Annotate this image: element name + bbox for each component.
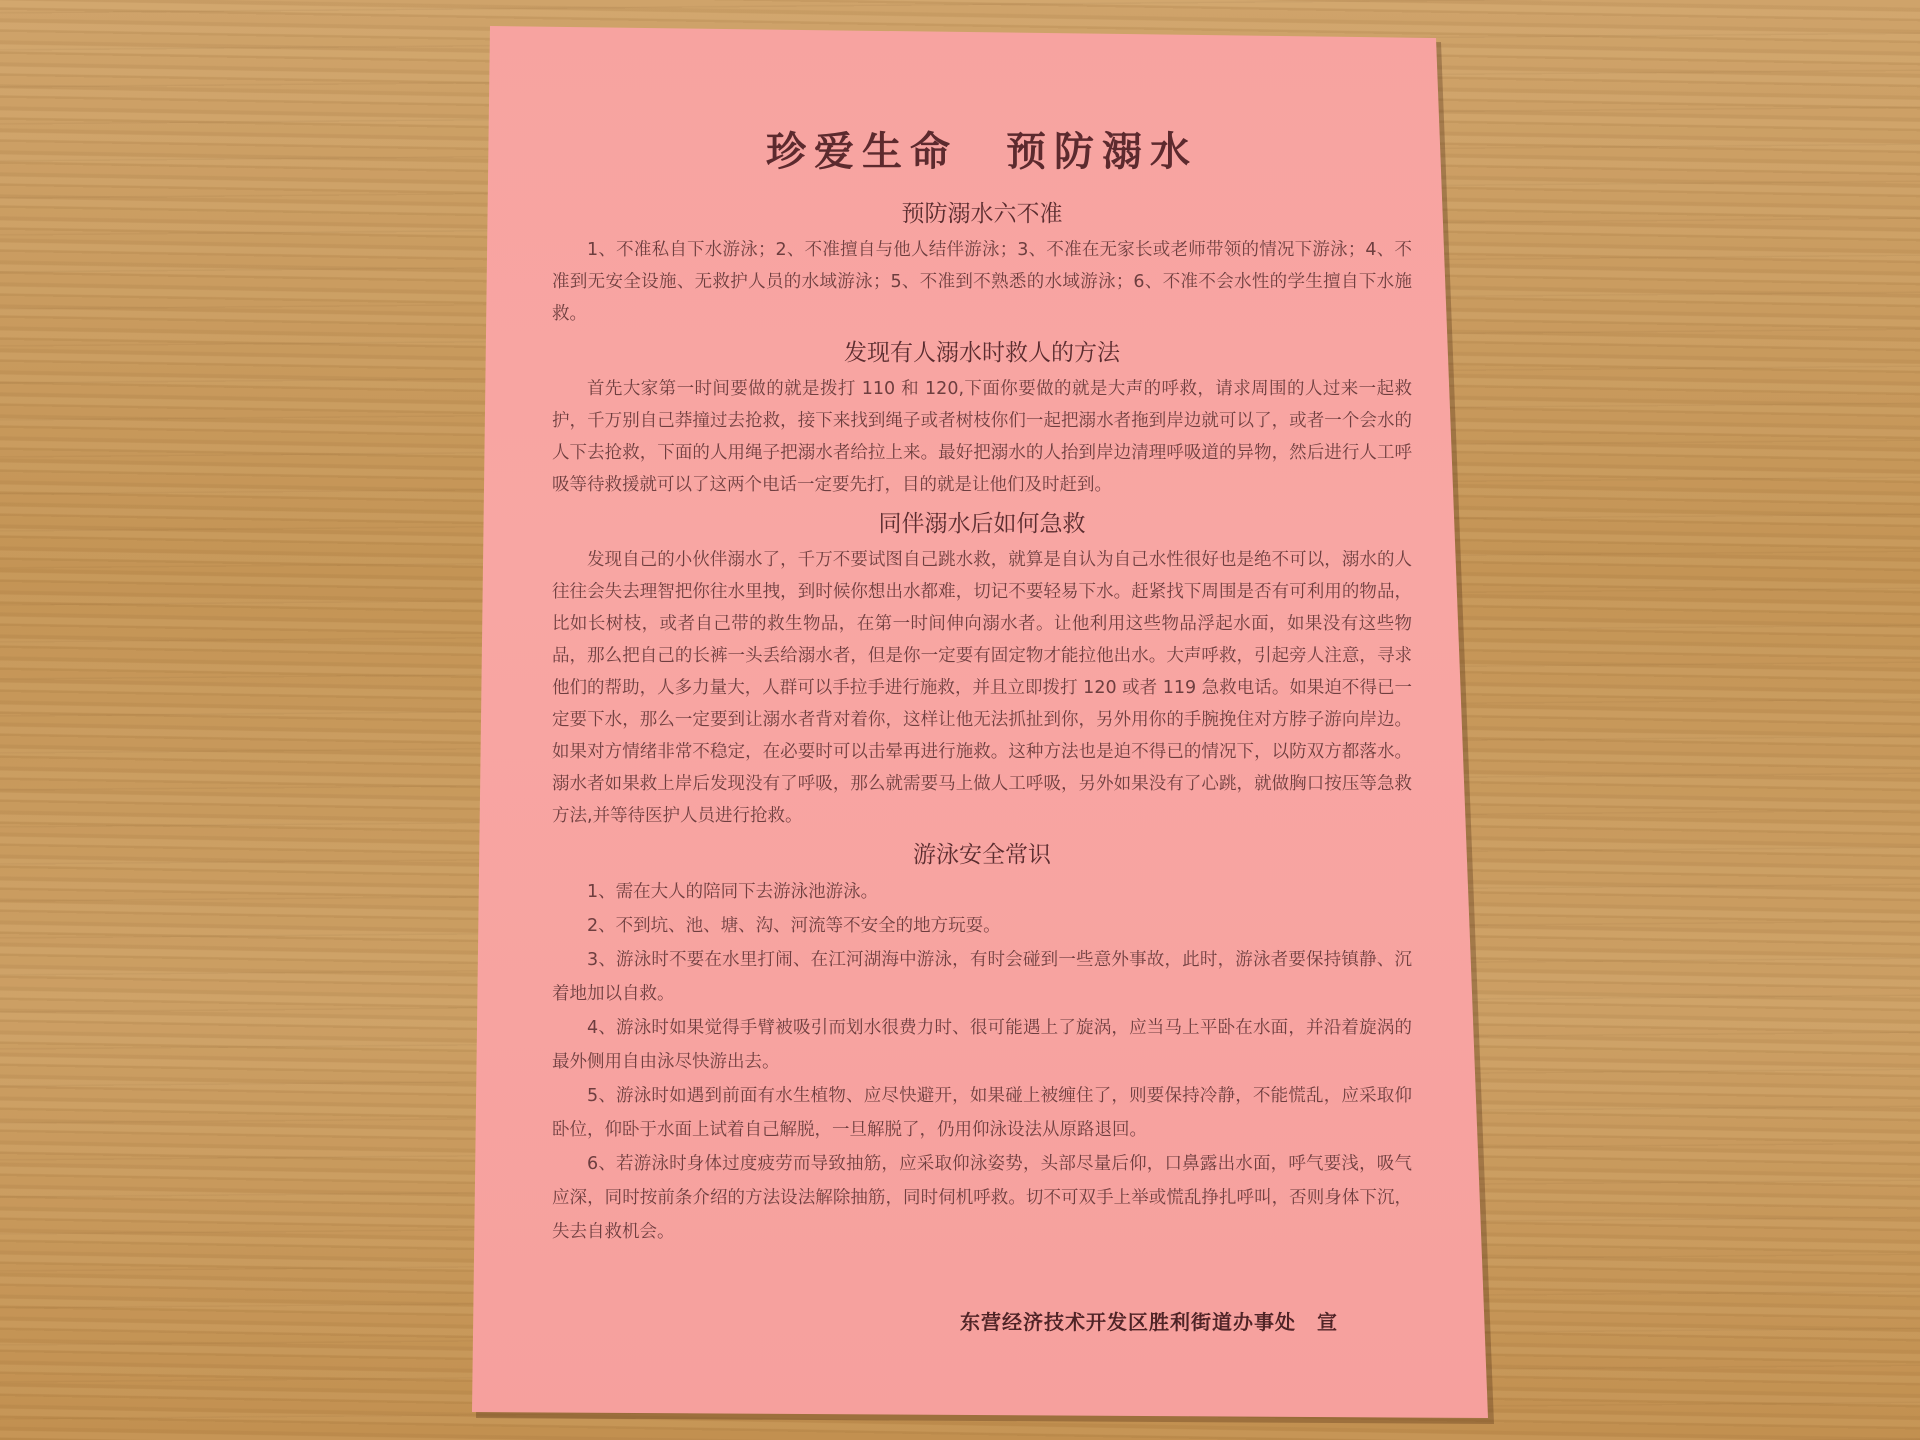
section-paragraph: 首先大家第一时间要做的就是拨打 110 和 120,下面你要做的就是大声的呼救，请求周围的人过来一起救护，千万别自己莽撞过去抢救，接下来找到绳子或者树枝你们一起把溺水者拖到岸边就可以了，或者一个会水的人下去抢救，下面的人用绳子把溺水者给拉上来。最好把溺水的人抬到岸边清理呼吸道的异物，然后进行人工呼吸等待救援就可以了这两个电话一定要先打，目的就是让他们及时赶到。 [552,379,1412,495]
section-heading: 游泳安全常识 [913,842,1051,868]
section-swim-safety [552,836,1412,1249]
section-paragraph: 发现自己的小伙伴溺水了，千万不要试图自己跳水救，就算是自认为自己水性很好也是绝不可以，溺水的人往往会失去理智把你往水里拽，到时候你想出水都难，切记不要轻易下水。赶紧找下周围是否有可利用的物品，比如长树枝，或者自己带的救生物品，在第一时间伸向溺水者。让他利用这些物品浮起水面，如果没有这些物品，那么把自己的长裤一头丢给溺水者，但是你一定要有固定物才能拉他出水。大声呼救，引起旁人注意，寻求他们的帮助，人多力量大，人群可以手拉手进行施救，并且立即拨打 120 或者 119 急救电话。如果迫不得已一定要下水，那么一定要到让溺水者背对着你，这样让他无法抓扯到你，另外用你的手腕挽住对方脖子游向岸边。如果对方情绪非常不稳定，在必要时可以击晕再进行施救。这种方法也是迫不得已的情况下，以防双方都落水。溺水者如果救上岸后发现没有了呼吸，那么就需要马上做人工呼吸，另外如果没有了心跳，就做胸口按压等急救方法,并等待医护人员进行抢救。 [552,550,1412,826]
section-first-aid [552,505,1412,832]
section-heading: 同伴溺水后如何急救 [878,511,1086,537]
section-rescue-method [552,334,1412,501]
poster-title: 珍爱生命 预防溺水 [766,129,1198,175]
list-item: 4、游泳时如果觉得手臂被吸引而划水很费力时、很可能遇上了旋涡，应当马上平卧在水面，并沿着旋涡的最外侧用自由泳尽快游出去。 [552,1018,1412,1072]
section-heading: 预防溺水六不准 [901,201,1063,227]
list-item: 5、游泳时如遇到前面有水生植物、应尽快避开，如果碰上被缠住了，则要保持冷静，不能慌乱，应采取仰卧位，仰卧于水面上试着自己解脱，一旦解脱了，仍用仰泳设法从原路退回。 [552,1086,1412,1140]
issuer-signature: 东营经济技术开发区胜利街道办事处 宣 [960,1310,1338,1334]
list-item: 3、游泳时不要在水里打闹、在江河湖海中游泳，有时会碰到一些意外事故，此时，游泳者要保持镇静、沉着地加以自救。 [552,950,1412,1004]
poster-content [552,120,1412,1249]
section-heading: 发现有人溺水时救人的方法 [844,340,1120,366]
list-item: 2、不到坑、池、塘、沟、河流等不安全的地方玩耍。 [587,916,1001,936]
list-item: 6、若游泳时身体过度疲劳而导致抽筋，应采取仰泳姿势，头部尽量后仰，口鼻露出水面，呼气要浅，吸气应深，同时按前条介绍的方法设法解除抽筋，同时伺机呼救。切不可双手上举或慌乱挣扎呼叫，否则身体下沉，失去自救机会。 [552,1154,1412,1242]
section-six-rules [552,195,1412,330]
section-paragraph: 1、不准私自下水游泳；2、不准擅自与他人结伴游泳；3、不准在无家长或老师带领的情况下游泳；4、不准到无安全设施、无救护人员的水域游泳；5、不准到不熟悉的水域游泳；6、不准不会水性的学生擅自下水施救。 [552,240,1412,324]
list-item: 1、需在大人的陪同下去游泳池游泳。 [587,882,879,902]
